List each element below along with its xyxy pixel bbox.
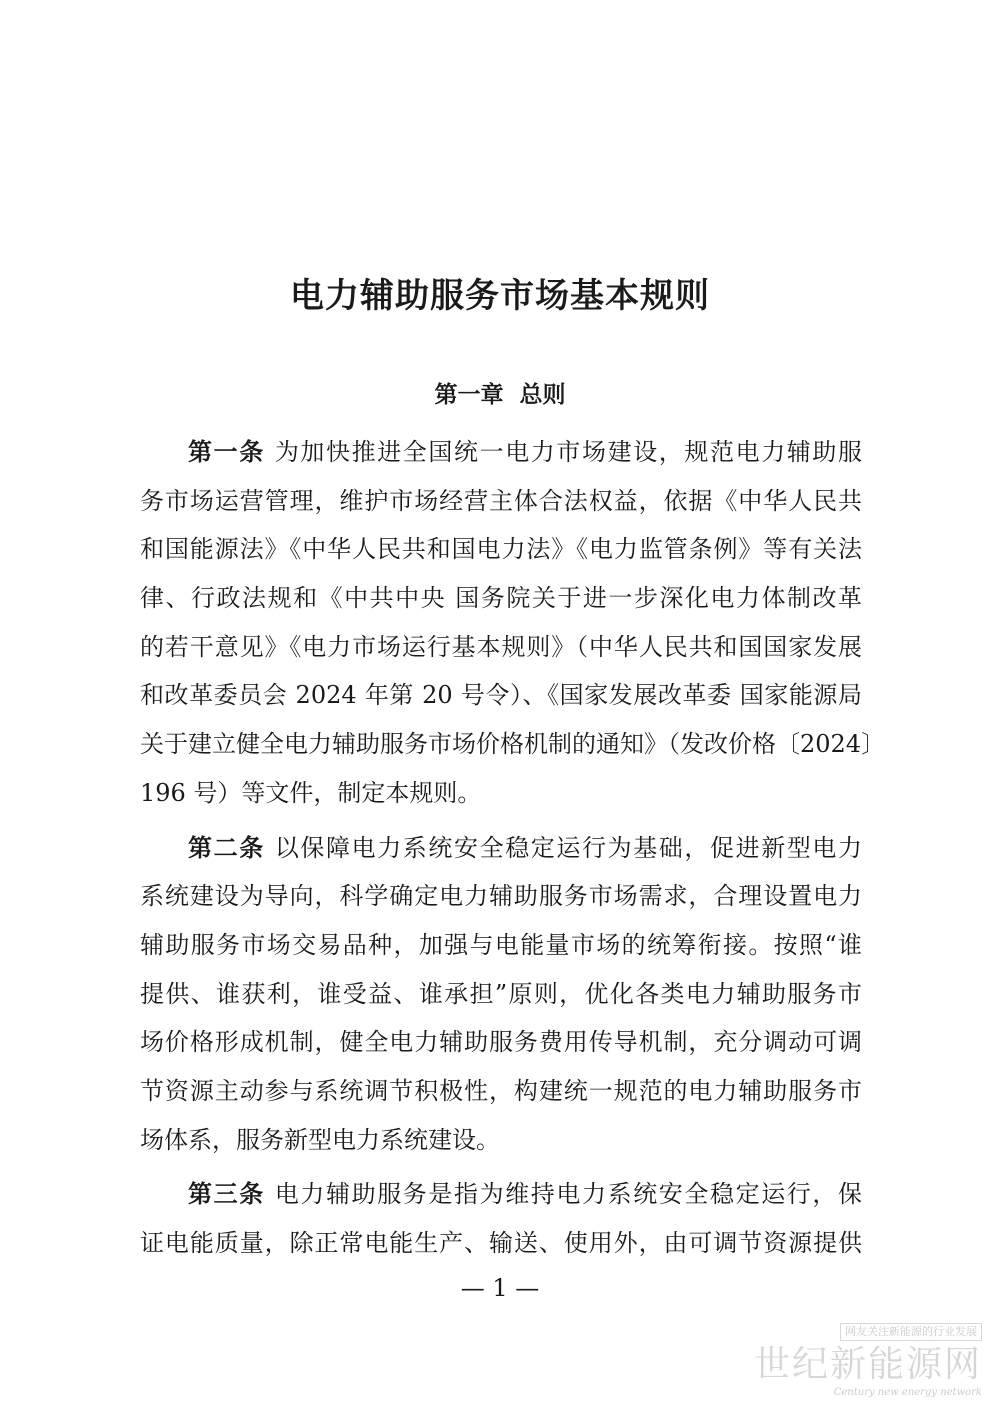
article-3 [140, 1170, 862, 1267]
article-line: 第二条 以保障电力系统安全稳定运行为基础，促进新型电力 [188, 833, 863, 862]
article-label: 第二条 [188, 833, 265, 862]
article-label: 第一条 [188, 438, 265, 466]
article-line: 场体系，服务新型电力系统建设。 [140, 1125, 500, 1154]
article-line: 律、行政法规和《中共中央 国务院关于进一步深化电力体制改革 [140, 584, 862, 613]
watermark-tagline: 网友关注新能源的行业发展 [840, 1323, 982, 1341]
article-line: 关于建立健全电力辅助服务市场价格机制的通知》（发改价格〔2024〕 [140, 730, 886, 759]
chapter-heading: 第一章 总则 [434, 382, 566, 408]
article-line: 和国能源法》《中华人民共和国电力法》《电力监管条例》等有关法 [140, 535, 862, 564]
document-title: 电力辅助服务市场基本规则 [290, 276, 710, 316]
article-line: 第一条 为加快推进全国统一电力市场建设，规范电力辅助服 [188, 438, 863, 466]
article-line: 辅助服务市场交易品种，加强与电能量市场的统筹衔接。按照“谁 [140, 930, 862, 959]
article-label: 第三条 [188, 1180, 265, 1209]
article-line: 系统建设为导向，科学确定电力辅助服务市场需求，合理设置电力 [140, 882, 862, 911]
watermark-english-name: Century new energy network [833, 1387, 982, 1398]
article-line: 节资源主动参与系统调节积极性，构建统一规范的电力辅助服务市 [140, 1076, 862, 1105]
page-number: — 1 — [460, 1274, 540, 1302]
article-2 [140, 824, 862, 1165]
watermark-site-name: 世纪新能源网 [753, 1344, 982, 1385]
article-line: 场价格形成机制，健全电力辅助服务费用传导机制，充分调动可调 [140, 1028, 862, 1057]
article-line: 第三条 电力辅助服务是指为维持电力系统安全稳定运行，保 [188, 1180, 863, 1209]
article-1 [140, 428, 886, 818]
article-line: 和改革委员会 2024 年第 20 号令）、《国家发展改革委 国家能源局 [140, 681, 862, 710]
article-line: 的若干意见》《电力市场运行基本规则》（中华人民共和国国家发展 [140, 632, 862, 661]
document-body [140, 428, 886, 1268]
watermark-logo [742, 1320, 982, 1399]
article-line: 提供、谁获利，谁受益、谁承担”原则，优化各类电力辅助服务市 [140, 979, 862, 1008]
article-line: 196 号）等文件，制定本规则。 [140, 778, 482, 807]
article-line: 务市场运营管理，维护市场经营主体合法权益，依据《中华人民共 [140, 486, 862, 515]
article-line: 证电能质量，除正常电能生产、输送、使用外，由可调节资源提供 [140, 1229, 862, 1257]
